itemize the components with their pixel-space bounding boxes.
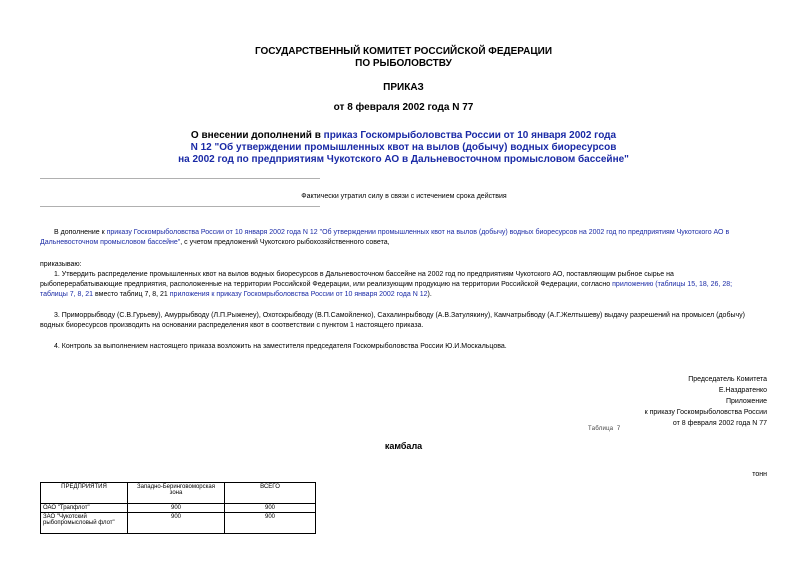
unit-label: тонн (752, 471, 767, 478)
doc-date-number: от 8 февраля 2002 года N 77 (333, 102, 474, 113)
intro-prefix: В дополнение к (54, 229, 107, 236)
item-3-line-1: 3. Приморрыбводу (С.В.Гурьеву), Амуррыбводу (Л.П.Рыженеу), Охотскрыбводу (В.П.Самойленко), Сахалинрыбводу (А.В.Затулякину), Камчатрыбводу (А.Г.Желтышеву) выдачу разрешений на промысел (добычу) (54, 312, 745, 319)
agency-line-2: ПО РЫБОЛОВСТВУ (355, 58, 452, 69)
cell-zone: 900 (128, 513, 225, 534)
item-1-end: ). (427, 291, 432, 298)
appendix-ref: к приказу Госкомрыболовства России (644, 409, 767, 416)
intro-rest: , с учетом предложений Чукотского рыбохозяйственного совета, (180, 239, 390, 246)
agency-line-1: ГОСУДАРСТВЕННЫЙ КОМИТЕТ РОССИЙСКОЙ ФЕДЕРАЦИИ (254, 46, 553, 57)
cell-enterprise: ЗАО "Чукотский рыбопромысловый флот" (41, 513, 128, 534)
title-line-1 (0, 130, 807, 142)
item-1-line-1: 1. Утвердить распределение промышленных квот на вылов водных биоресурсов в Дальневосточном бассейне на 2002 год по предприятиям Чукотского АО, поставляющим рыбное сырье на (54, 271, 674, 278)
table-row (41, 504, 316, 513)
item-1-mid: вместо таблиц 7, 8, 21 (93, 291, 170, 298)
status-note: Фактически утратил силу в связи с истечением срока действия (301, 193, 507, 200)
col-header-enterprise: ПРЕДПРИЯТИЯ (41, 483, 128, 504)
cell-enterprise: ОАО "Трапфлот" (41, 504, 128, 513)
divider-top (40, 178, 320, 179)
col-header-zone: Западно-Беринговоморская зона (128, 483, 225, 504)
item-1-line-2 (40, 280, 770, 290)
paragraph-intro-line-1 (40, 228, 770, 238)
tables-link[interactable]: (таблицы 15, 18, 26, 28; (653, 281, 733, 288)
species-heading: камбала (384, 441, 423, 451)
cell-zone: 900 (128, 504, 225, 513)
doc-type: ПРИКАЗ (383, 82, 424, 93)
table-number: Таблица 7 (588, 425, 621, 432)
divider-bottom (40, 206, 320, 207)
signature-block (645, 374, 767, 429)
cell-total: 900 (225, 513, 316, 534)
quota-table (40, 482, 316, 534)
appendix-link[interactable]: приложению (612, 281, 654, 288)
order-word: приказываю: (40, 261, 82, 268)
col-header-total: ВСЕГО (225, 483, 316, 504)
appendix-date: от 8 февраля 2002 года N 77 (672, 420, 767, 427)
title-order-link[interactable]: приказ Госкомрыболовства России от 10 января 2002 года (323, 130, 617, 141)
item-1-text: рыбоперерабатывающие предприятия, расположенные на территории Российской Федерации, или реализующим продукцию на территории Российской Федерации, согласно (40, 281, 613, 288)
paragraph-intro-line-2 (40, 238, 770, 248)
title-prefix: О внесении дополнений в (190, 130, 324, 141)
table-row (41, 513, 316, 534)
signature-position: Председатель Комитета (688, 376, 767, 383)
intro-order-link[interactable]: приказу Госкомрыболовства России от 10 января 2002 года N 12 "Об утверждении промышленных квот на вылов (добычу) водных биоресурсов на 2002 год по предприятиям Чукотского АО в (106, 229, 730, 236)
title-line-2[interactable]: N 12 "Об утверждении промышленных квот на вылов (добычу) водных биоресурсов (190, 142, 617, 153)
title-line-3[interactable]: на 2002 год по предприятиям Чукотского АО в Дальневосточном промысловом бассейне" (178, 154, 629, 165)
item-1-line-3 (40, 290, 770, 300)
intro-order-link-cont[interactable]: Дальневосточном промысловом бассейне" (40, 239, 181, 246)
cell-total: 900 (225, 504, 316, 513)
item-4: 4. Контроль за выполнением настоящего приказа возложить на заместителя председателя Госкомрыболовства России Ю.И.Москальцова. (54, 343, 507, 350)
doc-title (0, 130, 807, 166)
item-3-line-2: водных биоресурсов производить на основании распределения квот в соответствии с пунктом 1 настоящего приказа. (40, 322, 424, 329)
old-appendix-link[interactable]: приложения к приказу Госкомрыболовства России от 10 января 2002 года N 12 (169, 291, 428, 298)
table-header-row (41, 483, 316, 504)
appendix-label: Приложение (725, 398, 767, 405)
signature-name: Е.Наздратенко (718, 387, 767, 394)
tables-link-2[interactable]: таблицы 7, 8, 21 (40, 291, 94, 298)
